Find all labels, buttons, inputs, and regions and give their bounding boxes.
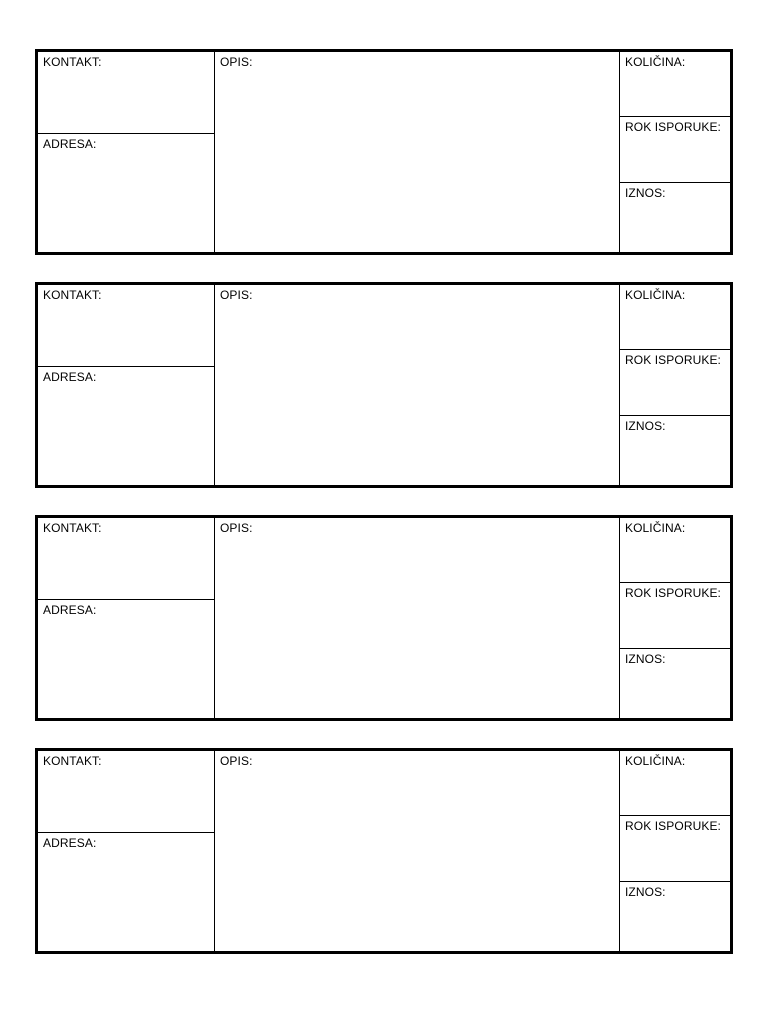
contact-column	[38, 751, 215, 951]
contact-field[interactable]	[38, 285, 214, 367]
description-label: OPIS:	[220, 288, 253, 302]
description-label: OPIS:	[220, 55, 253, 69]
address-field[interactable]	[38, 134, 214, 252]
amount-label: IZNOS:	[625, 186, 666, 200]
address-field[interactable]	[38, 367, 214, 485]
address-label: ADRESA:	[43, 137, 97, 151]
description-field[interactable]	[215, 518, 619, 718]
order-form-3	[35, 515, 733, 721]
amount-field[interactable]	[620, 183, 730, 252]
address-field[interactable]	[38, 600, 214, 718]
amount-field[interactable]	[620, 649, 730, 718]
delivery-deadline-field[interactable]	[620, 350, 730, 416]
description-field[interactable]	[215, 285, 619, 485]
order-form-2	[35, 282, 733, 488]
address-field[interactable]	[38, 833, 214, 951]
delivery-deadline-field[interactable]	[620, 816, 730, 882]
contact-label: KONTAKT:	[43, 55, 102, 69]
contact-label: KONTAKT:	[43, 288, 102, 302]
delivery-deadline-field[interactable]	[620, 117, 730, 183]
quantity-label: KOLIČINA:	[625, 754, 686, 768]
quantity-field[interactable]	[620, 518, 730, 583]
address-label: ADRESA:	[43, 370, 97, 384]
quantity-label: KOLIČINA:	[625, 55, 686, 69]
order-form-4	[35, 748, 733, 954]
description-column	[215, 52, 620, 252]
contact-field[interactable]	[38, 52, 214, 134]
amount-label: IZNOS:	[625, 652, 666, 666]
delivery-deadline-field[interactable]	[620, 583, 730, 649]
details-column	[620, 518, 730, 718]
details-column	[620, 751, 730, 951]
description-column	[215, 285, 620, 485]
amount-field[interactable]	[620, 416, 730, 485]
description-column	[215, 751, 620, 951]
amount-label: IZNOS:	[625, 885, 666, 899]
order-form-1	[35, 49, 733, 255]
details-column	[620, 52, 730, 252]
description-column	[215, 518, 620, 718]
delivery-deadline-label: ROK ISPORUKE:	[625, 353, 721, 367]
quantity-field[interactable]	[620, 751, 730, 816]
contact-label: KONTAKT:	[43, 754, 102, 768]
contact-field[interactable]	[38, 518, 214, 600]
contact-column	[38, 52, 215, 252]
description-field[interactable]	[215, 751, 619, 951]
quantity-label: KOLIČINA:	[625, 521, 686, 535]
description-field[interactable]	[215, 52, 619, 252]
delivery-deadline-label: ROK ISPORUKE:	[625, 120, 721, 134]
order-forms-page	[35, 49, 733, 954]
contact-column	[38, 285, 215, 485]
amount-field[interactable]	[620, 882, 730, 951]
description-label: OPIS:	[220, 521, 253, 535]
amount-label: IZNOS:	[625, 419, 666, 433]
quantity-label: KOLIČINA:	[625, 288, 686, 302]
delivery-deadline-label: ROK ISPORUKE:	[625, 586, 721, 600]
contact-field[interactable]	[38, 751, 214, 833]
delivery-deadline-label: ROK ISPORUKE:	[625, 819, 721, 833]
contact-column	[38, 518, 215, 718]
details-column	[620, 285, 730, 485]
description-label: OPIS:	[220, 754, 253, 768]
contact-label: KONTAKT:	[43, 521, 102, 535]
address-label: ADRESA:	[43, 603, 97, 617]
address-label: ADRESA:	[43, 836, 97, 850]
quantity-field[interactable]	[620, 285, 730, 350]
quantity-field[interactable]	[620, 52, 730, 117]
